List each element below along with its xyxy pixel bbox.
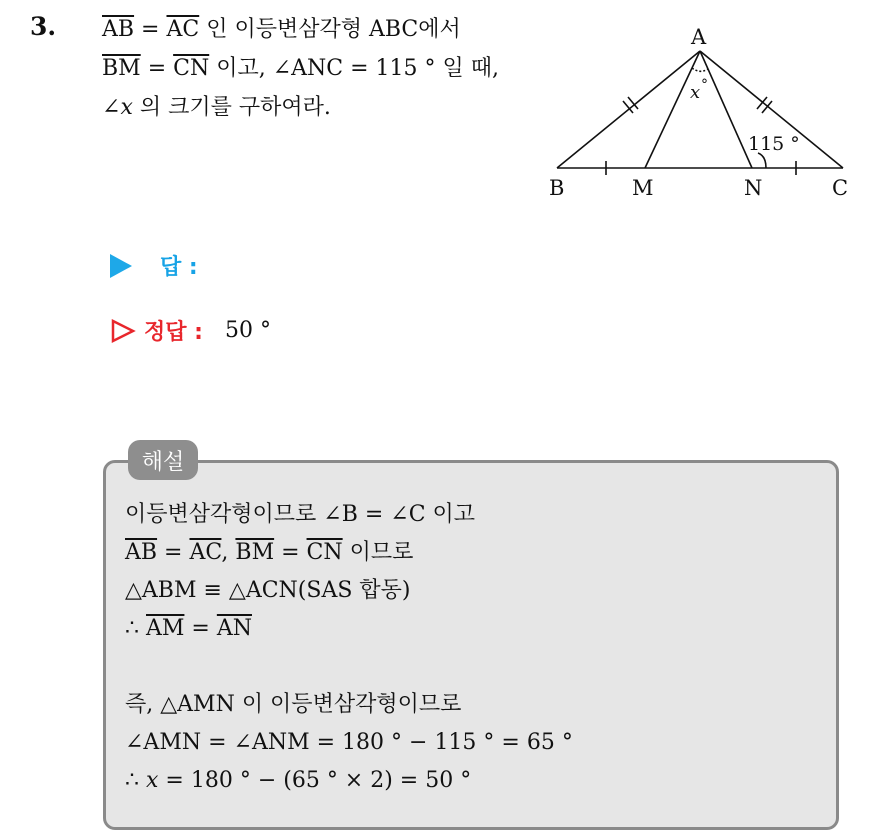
equals-sign: = [157,540,190,565]
question-line-1-rest: 인 이등변삼각형 ABC에서 [199,17,461,42]
segment-cn: $\overline{CN}$ [306,540,343,565]
correct-answer-row [110,315,271,346]
equals-sign: = [184,616,217,641]
solution-line-8 [125,762,573,800]
equals-sign: = [140,56,174,81]
question-line-2 [102,49,499,88]
solution-tab: 해설 [128,440,198,480]
vertex-label-a: A [691,25,707,49]
triangle-figure [540,14,860,204]
vertex-label-c: C [832,176,849,200]
segment-an [700,51,752,168]
segment-ab: $\overline{AB}$ [102,17,135,42]
comma: , [221,540,236,565]
equals-sign: = [134,17,167,42]
question-line-3 [102,88,499,127]
angle-arc-115 [758,153,766,168]
angle-label-x-degree: ° [701,77,708,93]
solution-line-6: 즉, △AMN 이 이등변삼각형이므로 [125,692,462,717]
segment-ac: $\overline{AC}$ [189,540,222,565]
segment-ac: $\overline{AC}$ [166,17,200,42]
answer-row [110,250,198,281]
segment-am: $\overline{AM}$ [146,616,185,641]
therefore-symbol: ∴ [125,768,146,793]
vertex-label-b: B [549,176,565,200]
angle-label-115: 115 ° [748,133,800,155]
solution-line-3: △ABM ≡ △ACN(SAS 합동) [125,578,411,603]
vertex-label-n: N [744,176,763,200]
segment-bm: $\overline{BM}$ [235,540,275,565]
solution-blank-line [125,648,573,686]
question-text [102,10,499,127]
side-ab [557,51,700,168]
solution-line-2-rest: 이므로 [342,540,414,565]
segment-cn: $\overline{CN}$ [173,56,210,81]
correct-answer-value: 50 ° [224,318,271,343]
question-number: 3. [30,12,57,41]
segment-bm: $\overline{BM}$ [102,56,141,81]
correct-answer-label: 정답 : [144,320,203,345]
solution-line-8-rest: = 180 ° − (65 ° × 2) = 50 ° [158,768,472,793]
solution-line-4 [125,610,573,648]
angle-arc-x [692,68,708,71]
segment-ab: $\overline{AB}$ [125,540,158,565]
solution-text [125,496,573,800]
angle-label-x: x [690,82,701,103]
solution-line-1: 이등변삼각형이므로 ∠B = ∠C 이고 [125,502,476,527]
question-line-3-rest: 의 크기를 구하여라. [132,95,331,120]
answer-label: 답 : [160,255,198,280]
solution-line-7: ∠AMN = ∠ANM = 180 ° − 115 ° = 65 ° [125,730,573,755]
outline-triangle-icon [110,318,136,344]
variable-x: x [120,95,133,120]
angle-symbol: ∠ [102,95,121,120]
therefore-symbol: ∴ [125,616,146,641]
segment-an: $\overline{AN}$ [216,616,252,641]
question-line-2-rest: 이고, ∠ANC = 115 ° 일 때, [209,56,499,81]
question-line-1 [102,10,499,49]
solution-line-2 [125,534,573,572]
equals-sign: = [274,540,307,565]
play-triangle-icon [110,254,132,278]
vertex-label-m: M [632,176,654,200]
variable-x: x [146,768,159,793]
